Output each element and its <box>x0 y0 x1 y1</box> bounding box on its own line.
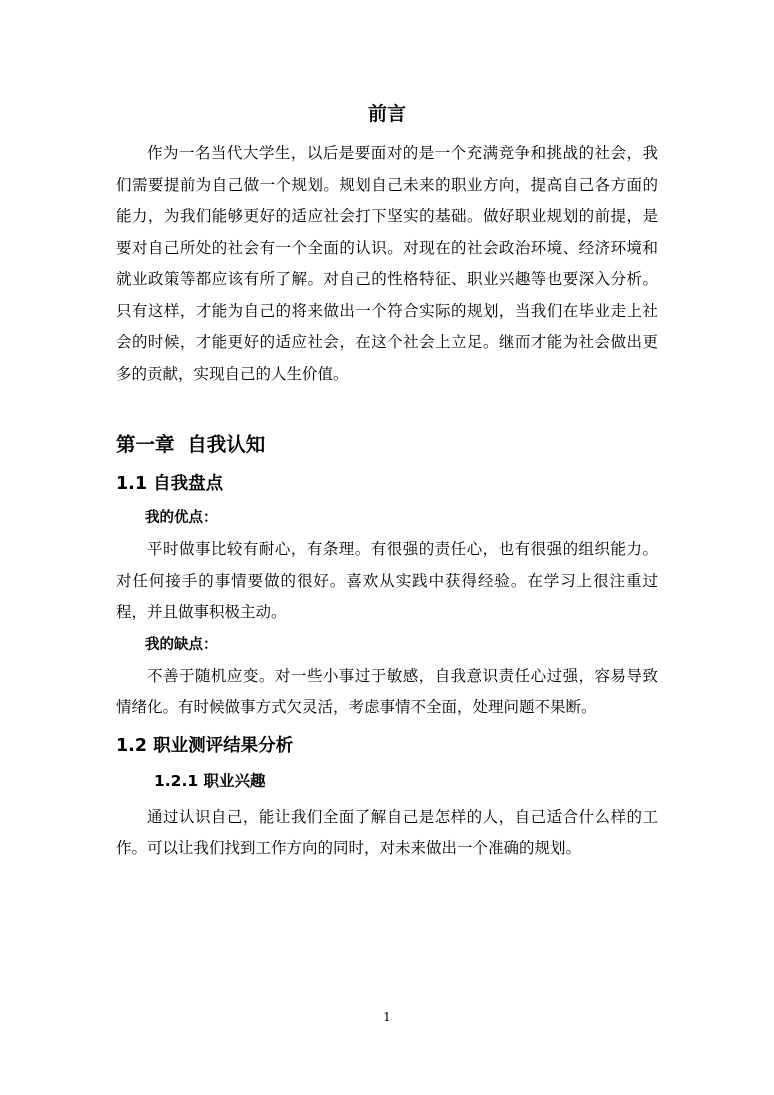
weaknesses-paragraph: 不善于随机应变。对一些小事过于敏感，自我意识责任心过强，容易导致情绪化。有时候做事方式欠灵活，考虑事情不全面，处理问题不果断。 <box>116 666 658 716</box>
section-1-2-title: 1.2 职业测评结果分析 <box>116 735 294 756</box>
page-content <box>116 100 658 865</box>
strengths-label: 我的优点： <box>145 510 218 526</box>
subsection-1-2-1-paragraph: 通过认识自己，能让我们全面了解自己是怎样的人，自己适合什么样的工作。可以让我们找到工作方向的同时，对未来做出一个准确的规划。 <box>116 807 658 857</box>
chapter-1-title: 第一章 自我认知 <box>116 433 266 456</box>
preface-paragraph: 作为一名当代大学生，以后是要面对的是一个充满竞争和挑战的社会，我们需要提前为自己做一个规划。规划自己未来的职业方向，提高自己各方面的能力，为我们能够更好的适应社会打下坚实的基础。做好职业规划的前提，是要对自己所处的社会有一个全面的认识。对现在的社会政治环境、经济环境和就业政策等都应该有所了解。对自己的性格特征、职业兴趣等也要深入分析。只有这样，才能为自己的将来做出一个符合实际的规划，当我们在毕业走上社会的时候，才能更好的适应社会，在这个社会上立足。继而才能为社会做出更多的贡献，实现自己的人生价值。 <box>116 144 658 383</box>
preface-title: 前言 <box>367 103 406 125</box>
weaknesses-label: 我的缺点： <box>145 636 218 653</box>
strengths-paragraph: 平时做事比较有耐心，有条理。有很强的责任心，也有很强的组织能力。对任何接手的事情要做的很好。喜欢从实践中获得经验。在学习上很注重过程，并且做事积极主动。 <box>116 540 658 621</box>
section-1-1-title: 1.1 自我盘点 <box>116 474 224 494</box>
page-number: 1 <box>383 1010 391 1024</box>
subsection-1-2-1-title: 1.2.1 职业兴趣 <box>154 771 266 790</box>
